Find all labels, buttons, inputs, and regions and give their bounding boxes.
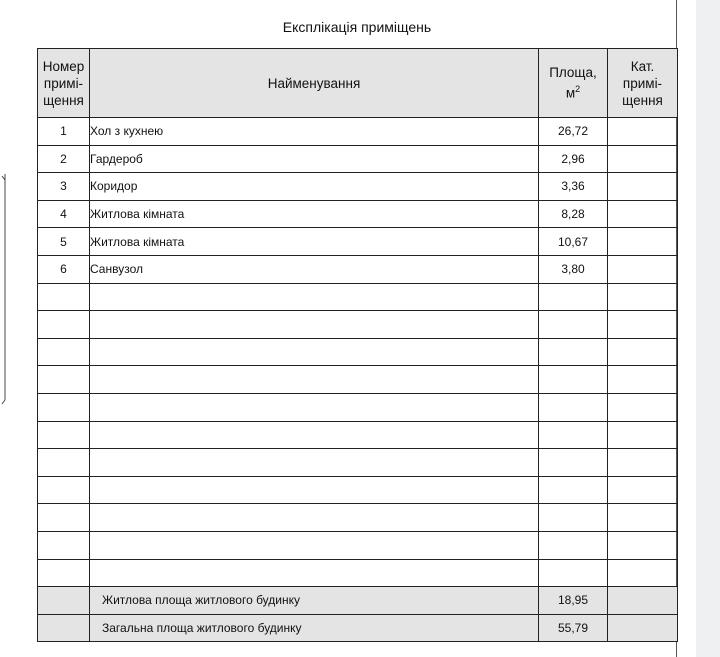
row-category	[608, 476, 678, 504]
row-name	[90, 421, 539, 449]
row-category	[608, 228, 678, 256]
table-row	[38, 228, 678, 256]
table-row	[38, 118, 678, 146]
row-category	[608, 531, 678, 559]
row-number	[38, 559, 90, 587]
row-name: Коридор	[90, 173, 539, 201]
row-category	[608, 200, 678, 228]
table-row	[38, 421, 678, 449]
header-category-line: Кат.	[630, 58, 655, 74]
row-number	[38, 531, 90, 559]
row-area: 10,67	[539, 228, 608, 256]
row-number	[38, 338, 90, 366]
table-row	[38, 366, 678, 394]
row-area	[539, 476, 608, 504]
row-category	[608, 145, 678, 173]
table-row	[38, 255, 678, 283]
row-name	[90, 559, 539, 587]
table-row	[38, 173, 678, 201]
dimension-mark	[0, 174, 10, 406]
row-area	[539, 504, 608, 532]
row-area: 2,96	[539, 145, 608, 173]
summary-category	[608, 614, 678, 642]
row-name	[90, 476, 539, 504]
table-row	[38, 476, 678, 504]
table-row	[38, 145, 678, 173]
table-row	[38, 531, 678, 559]
row-number	[38, 449, 90, 477]
row-number	[38, 421, 90, 449]
header-area-unit: м	[565, 85, 576, 101]
header-area-unit-sup: 2	[575, 84, 581, 95]
table-row	[38, 504, 678, 532]
row-category	[608, 366, 678, 394]
summary-blank	[38, 614, 90, 642]
row-category	[608, 338, 678, 366]
row-area	[539, 559, 608, 587]
summary-area: 55,79	[539, 614, 608, 642]
summary-row-total	[38, 614, 678, 642]
row-number: 3	[38, 173, 90, 201]
row-number	[38, 311, 90, 339]
page-title: Експлікація приміщень	[282, 19, 432, 35]
viewer-background-strip	[696, 0, 720, 657]
row-number	[38, 283, 90, 311]
row-area	[539, 393, 608, 421]
row-number: 2	[38, 145, 90, 173]
row-area: 3,36	[539, 173, 608, 201]
row-name	[90, 504, 539, 532]
summary-row-living	[38, 587, 678, 615]
header-category-line: примі-	[622, 75, 663, 91]
row-name: Хол з кухнею	[90, 118, 539, 146]
header-category-line: щення	[622, 92, 663, 108]
row-category	[608, 311, 678, 339]
row-category	[608, 421, 678, 449]
row-area: 8,28	[539, 200, 608, 228]
row-area	[539, 366, 608, 394]
row-category	[608, 283, 678, 311]
table-row	[38, 338, 678, 366]
summary-area: 18,95	[539, 587, 608, 615]
row-number	[38, 393, 90, 421]
row-name	[90, 338, 539, 366]
row-name	[90, 531, 539, 559]
row-name	[90, 311, 539, 339]
row-category	[608, 393, 678, 421]
header-number-line: щення	[43, 92, 84, 108]
row-number: 6	[38, 255, 90, 283]
row-area	[539, 421, 608, 449]
explication-table	[37, 48, 678, 642]
summary-label: Житлова площа житлового будинку	[90, 587, 539, 615]
header-name: Найменування	[90, 49, 539, 118]
table-row	[38, 449, 678, 477]
row-name: Житлова кімната	[90, 228, 539, 256]
table-row	[38, 200, 678, 228]
row-area: 26,72	[539, 118, 608, 146]
row-name	[90, 283, 539, 311]
row-category	[608, 255, 678, 283]
header-number-line: примі-	[43, 75, 84, 91]
summary-blank	[38, 587, 90, 615]
row-category	[608, 559, 678, 587]
row-area: 3,80	[539, 255, 608, 283]
header-category	[608, 49, 678, 118]
row-name: Санвузол	[90, 255, 539, 283]
header-area-label: Площа,	[549, 65, 597, 81]
row-number	[38, 504, 90, 532]
table-row	[38, 393, 678, 421]
row-area	[539, 449, 608, 477]
row-name	[90, 449, 539, 477]
summary-category	[608, 587, 678, 615]
row-name	[90, 366, 539, 394]
header-row	[38, 49, 678, 118]
table-row	[38, 283, 678, 311]
table-row	[38, 311, 678, 339]
row-number	[38, 366, 90, 394]
row-number: 1	[38, 118, 90, 146]
row-number: 5	[38, 228, 90, 256]
header-area	[539, 49, 608, 118]
row-category	[608, 449, 678, 477]
header-number	[38, 49, 90, 118]
row-category	[608, 118, 678, 146]
row-area	[539, 338, 608, 366]
row-number: 4	[38, 200, 90, 228]
row-area	[539, 531, 608, 559]
row-area	[539, 311, 608, 339]
row-number	[38, 476, 90, 504]
row-name: Гардероб	[90, 145, 539, 173]
row-area	[539, 283, 608, 311]
row-category	[608, 173, 678, 201]
header-number-line: Номер	[42, 58, 85, 74]
row-category	[608, 504, 678, 532]
row-name	[90, 393, 539, 421]
table-row	[38, 559, 678, 587]
row-name: Житлова кімната	[90, 200, 539, 228]
summary-label: Загальна площа житлового будинку	[90, 614, 539, 642]
